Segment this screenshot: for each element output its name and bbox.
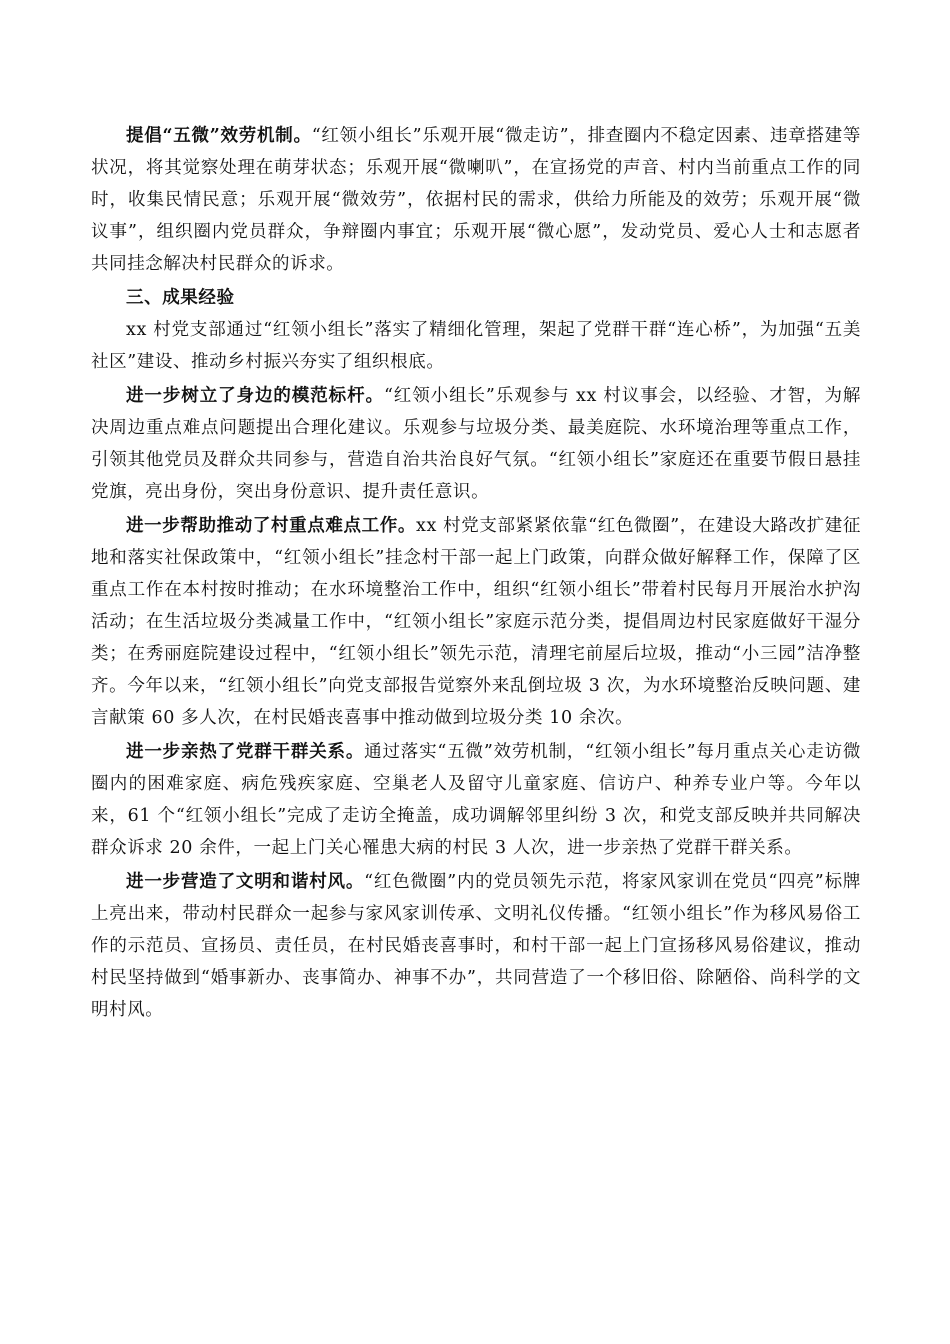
paragraph-lead: 提倡“五微”效劳机制。 [126, 126, 312, 146]
paragraph-text: “红领小组长”乐观开展“微走访”，排查圈内不稳定因素、违章搭建等状况，将其觉察处理在萌芽状态；乐观开展“微喇叭”，在宣扬党的声音、村内当前重点工作的同时，收集民情民意；乐观开展“微效劳”，依据村民的需求，供给力所能及的效劳；乐观开展“微议事”，组织圈内党员群众，争辩圈内事宜；乐观开展“微心愿”，发动党员、爱心人士和志愿者共同挂念解决村民群众的诉求。 [91, 126, 862, 274]
paragraph-civilized-village [91, 866, 861, 1026]
paragraph-model-benchmark [91, 380, 861, 508]
section-heading: 三、成果经验 [126, 288, 235, 308]
paragraph-text: “红色微圈”内的党员领先示范，将家风家训在党员“四亮”标牌上亮出来，带动村民群众一起参与家风家训传承、文明礼仪传播。“红领小组长”作为移风易俗工作的示范员、宣扬员、责任员，在村民婚丧喜事时，和村干部一起上门宣扬移风易俗建议，推动村民坚持做到“婚事新办、丧事简办、神事不办”，共同营造了一个移旧俗、除陋俗、尚科学的文明村风。 [91, 872, 861, 1020]
paragraph-lead: 进一步营造了文明和谐村风。 [126, 872, 365, 892]
paragraph-text: xx 村党支部通过“红领小组长”落实了精细化管理，架起了党群干群“连心桥”，为加强“五美社区”建设、推动乡村振兴夯实了组织根底。 [91, 320, 861, 372]
paragraph-text: xx 村党支部紧紧依靠“红色微圈”，在建设大路改扩建征地和落实社保政策中，“红领小组长”挂念村干部一起上门政策，向群众做好解释工作，保障了区重点工作在本村按时推动；在水环境整治工作中，组织“红领小组长”带着村民每月开展治水护沟活动；在生活垃圾分类减量工作中，“红领小组长”家庭示范分类，提倡周边村民家庭做好干湿分类；在秀丽庭院建设过程中，“红领小组长”领先示范，清理宅前屋后垃圾，推动“小三园”洁净整齐。今年以来，“红领小组长”向党支部报告觉察外来乱倒垃圾 3 次，为水环境整治反映问题、建言献策 60 多人次，在村民婚丧喜事中推动做到垃圾分类 10 余次。 [91, 516, 861, 728]
paragraph-lead: 进一步树立了身边的模范标杆。 [126, 386, 384, 406]
paragraph-text: “红领小组长”乐观参与 xx 村议事会，以经验、才智，为解决周边重点难点问题提出合理化建议。乐观参与垃圾分类、最美庭院、水环境治理等重点工作，引领其他党员及群众共同参与，营造自治共治良好气氛。“红领小组长”家庭还在重要节假日悬挂党旗，亮出身份，突出身份意识、提升责任意识。 [91, 386, 862, 502]
document-page [91, 120, 861, 1026]
paragraph-summary [91, 314, 861, 378]
paragraph-lead: 进一步亲热了党群干群关系。 [126, 742, 365, 762]
paragraph-key-work [91, 510, 861, 734]
paragraph-relations [91, 736, 861, 864]
paragraph-lead: 进一步帮助推动了村重点难点工作。 [126, 516, 416, 536]
paragraph-five-micro [91, 120, 861, 280]
paragraph-text: 通过落实“五微”效劳机制，“红领小组长”每月重点关心走访微圈内的困难家庭、病危残疾家庭、空巢老人及留守儿童家庭、信访户、种养专业户等。今年以来，61 个“红领小组长”完成了走访全掩盖，成功调解邻里纠纷 3 次，和党支部反映并共同解决群众诉求 20 余件，一起上门关心罹患大病的村民 3 人次，进一步亲热了党群干群关系。 [91, 742, 861, 858]
